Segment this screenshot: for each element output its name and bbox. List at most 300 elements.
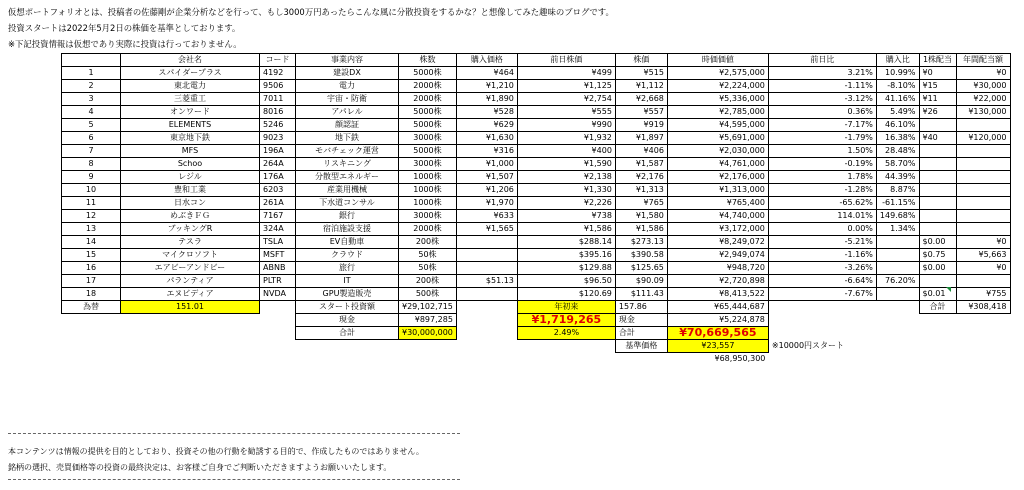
ytd-label: 年初来 bbox=[517, 301, 615, 314]
blank-cell bbox=[768, 301, 876, 314]
purchase-price: ¥1,565 bbox=[456, 223, 517, 236]
shares: 5000株 bbox=[399, 67, 457, 80]
row-number: 5 bbox=[62, 119, 121, 132]
price: ¥557 bbox=[615, 106, 667, 119]
business: 下水道コンサル bbox=[296, 197, 399, 210]
business: EV自動車 bbox=[296, 236, 399, 249]
header-shares: 株数 bbox=[399, 54, 457, 67]
business: リスキニング bbox=[296, 158, 399, 171]
table-row bbox=[62, 288, 1011, 301]
blank-cell bbox=[956, 314, 1010, 327]
market-value: ¥2,030,000 bbox=[667, 145, 768, 158]
annual-dividend bbox=[956, 223, 1010, 236]
blank-cell bbox=[768, 353, 876, 366]
purchase-change: 5.49% bbox=[876, 106, 919, 119]
shares: 5000株 bbox=[399, 119, 457, 132]
day-change: 0.00% bbox=[768, 223, 876, 236]
row-number: 12 bbox=[62, 210, 121, 223]
blank-cell bbox=[121, 327, 260, 340]
intro-line-3: ※下記投資情報は仮想であり実際に投資は行っておりません。 bbox=[8, 39, 242, 49]
purchase-change: 10.99% bbox=[876, 67, 919, 80]
company-name: 豊和工業 bbox=[121, 184, 260, 197]
day-change: -1.16% bbox=[768, 249, 876, 262]
business: IT bbox=[296, 275, 399, 288]
base-value: ¥23,557 bbox=[667, 340, 768, 353]
business: クラウド bbox=[296, 249, 399, 262]
price: ¥1,587 bbox=[615, 158, 667, 171]
blank-cell bbox=[121, 340, 260, 353]
blank-cell bbox=[919, 353, 956, 366]
shares: 2000株 bbox=[399, 223, 457, 236]
blank-cell bbox=[919, 340, 956, 353]
header-purchase-change: 購入比 bbox=[876, 54, 919, 67]
dividend-per-share: ¥11 bbox=[919, 93, 956, 106]
day-change: -1.11% bbox=[768, 80, 876, 93]
company-name: レジル bbox=[121, 171, 260, 184]
company-name: オンワード bbox=[121, 106, 260, 119]
business: GPU製造販売 bbox=[296, 288, 399, 301]
summary-row-3 bbox=[62, 327, 1011, 340]
day-change: 1.50% bbox=[768, 145, 876, 158]
dividend-per-share: ¥0 bbox=[919, 67, 956, 80]
sum-now: ¥70,669,565 bbox=[667, 327, 768, 340]
blank-cell bbox=[919, 327, 956, 340]
annual-dividend: ¥0 bbox=[956, 236, 1010, 249]
shares: 1000株 bbox=[399, 184, 457, 197]
price: ¥1,580 bbox=[615, 210, 667, 223]
business: 旅行 bbox=[296, 262, 399, 275]
shares: 1000株 bbox=[399, 171, 457, 184]
stock-code: ABNB bbox=[260, 262, 296, 275]
blank-cell bbox=[260, 327, 296, 340]
purchase-change: 8.87% bbox=[876, 184, 919, 197]
portfolio-table bbox=[61, 53, 1011, 365]
market-value: ¥765,400 bbox=[667, 197, 768, 210]
divider-top bbox=[8, 433, 460, 434]
market-value: ¥2,176,000 bbox=[667, 171, 768, 184]
summary-row-4 bbox=[62, 340, 1011, 353]
purchase-change: 58.70% bbox=[876, 158, 919, 171]
day-change: 0.36% bbox=[768, 106, 876, 119]
purchase-price: $51.13 bbox=[456, 275, 517, 288]
prev-price: ¥1,330 bbox=[517, 184, 615, 197]
table-row bbox=[62, 132, 1011, 145]
cash-start: ¥897,285 bbox=[399, 314, 457, 327]
stock-code: 7167 bbox=[260, 210, 296, 223]
summary-row-1 bbox=[62, 301, 1011, 314]
stock-code: 6203 bbox=[260, 184, 296, 197]
purchase-price bbox=[456, 249, 517, 262]
purchase-change bbox=[876, 249, 919, 262]
blank-cell bbox=[876, 314, 919, 327]
ytd-pct: 2.49% bbox=[517, 327, 615, 340]
business: 宿泊施設支援 bbox=[296, 223, 399, 236]
blank-cell bbox=[456, 353, 517, 366]
purchase-change: 76.20% bbox=[876, 275, 919, 288]
purchase-change: 1.34% bbox=[876, 223, 919, 236]
table-row bbox=[62, 262, 1011, 275]
day-change: -65.62% bbox=[768, 197, 876, 210]
blank-cell bbox=[919, 314, 956, 327]
blank-cell bbox=[296, 340, 399, 353]
blank-cell bbox=[517, 340, 615, 353]
blank-cell bbox=[456, 340, 517, 353]
dividend-per-share bbox=[919, 223, 956, 236]
stock-code: 5246 bbox=[260, 119, 296, 132]
price: $273.13 bbox=[615, 236, 667, 249]
dividend-per-share bbox=[919, 145, 956, 158]
purchase-price: ¥633 bbox=[456, 210, 517, 223]
blank-cell bbox=[260, 340, 296, 353]
purchase-price: ¥1,210 bbox=[456, 80, 517, 93]
prev-price: $120.69 bbox=[517, 288, 615, 301]
purchase-price: ¥1,970 bbox=[456, 197, 517, 210]
market-value: ¥2,720,898 bbox=[667, 275, 768, 288]
comment-marker-icon bbox=[946, 287, 951, 292]
prev-price: $395.16 bbox=[517, 249, 615, 262]
prev-price: ¥738 bbox=[517, 210, 615, 223]
blank-cell bbox=[62, 340, 121, 353]
blank-cell bbox=[956, 340, 1010, 353]
stock-code: NVDA bbox=[260, 288, 296, 301]
dividend-per-share: ¥40 bbox=[919, 132, 956, 145]
market-value: ¥5,336,000 bbox=[667, 93, 768, 106]
price: ¥515 bbox=[615, 67, 667, 80]
day-change: 1.78% bbox=[768, 171, 876, 184]
purchase-change: -61.15% bbox=[876, 197, 919, 210]
purchase-change: 41.16% bbox=[876, 93, 919, 106]
day-change: -1.28% bbox=[768, 184, 876, 197]
footer-line-2: 銘柄の選択、売買価格等の投資の最終決定は、お客様ご自身でご判断いただきますようお願いいたします。 bbox=[8, 463, 392, 472]
blank-cell bbox=[768, 314, 876, 327]
stock-code: 196A bbox=[260, 145, 296, 158]
blank-cell bbox=[615, 353, 667, 366]
prev-price: ¥2,226 bbox=[517, 197, 615, 210]
total-label: 合計 bbox=[919, 301, 956, 314]
annual-dividend: ¥30,000 bbox=[956, 80, 1010, 93]
blank-cell bbox=[62, 327, 121, 340]
prev-price: $288.14 bbox=[517, 236, 615, 249]
blank-cell bbox=[456, 327, 517, 340]
purchase-change bbox=[876, 262, 919, 275]
stock-code: 7011 bbox=[260, 93, 296, 106]
shares: 500株 bbox=[399, 288, 457, 301]
row-number: 9 bbox=[62, 171, 121, 184]
header-code: コード bbox=[260, 54, 296, 67]
table-row bbox=[62, 249, 1011, 262]
blank-cell bbox=[260, 353, 296, 366]
prev-price: ¥2,138 bbox=[517, 171, 615, 184]
row-number: 17 bbox=[62, 275, 121, 288]
market-value: ¥2,575,000 bbox=[667, 67, 768, 80]
price: $90.09 bbox=[615, 275, 667, 288]
base-label: 基準価格 bbox=[615, 340, 667, 353]
extra-value: ¥68,950,300 bbox=[714, 354, 766, 363]
blank-cell bbox=[456, 314, 517, 327]
prev-price: ¥400 bbox=[517, 145, 615, 158]
prev-price: ¥1,590 bbox=[517, 158, 615, 171]
prev-price: $129.88 bbox=[517, 262, 615, 275]
blank-cell bbox=[260, 314, 296, 327]
row-number: 3 bbox=[62, 93, 121, 106]
sum-start: ¥30,000,000 bbox=[399, 327, 457, 340]
row-number: 11 bbox=[62, 197, 121, 210]
annual-dividend: ¥0 bbox=[956, 67, 1010, 80]
company-name: スパイダープラス bbox=[121, 67, 260, 80]
business: 電力 bbox=[296, 80, 399, 93]
market-value: ¥2,949,074 bbox=[667, 249, 768, 262]
start-label: スタート投資額 bbox=[296, 301, 399, 314]
shares: 50株 bbox=[399, 262, 457, 275]
purchase-price: ¥1,890 bbox=[456, 93, 517, 106]
blank-cell bbox=[876, 353, 919, 366]
dividend-total: ¥308,418 bbox=[956, 301, 1010, 314]
business: 産業用機械 bbox=[296, 184, 399, 197]
dividend-per-share bbox=[919, 171, 956, 184]
table-row bbox=[62, 184, 1011, 197]
table-row bbox=[62, 93, 1011, 106]
shares: 2000株 bbox=[399, 93, 457, 106]
price: ¥1,313 bbox=[615, 184, 667, 197]
market-value: ¥4,595,000 bbox=[667, 119, 768, 132]
business: 宇宙・防衛 bbox=[296, 93, 399, 106]
annual-dividend bbox=[956, 158, 1010, 171]
annual-dividend: ¥5,663 bbox=[956, 249, 1010, 262]
blank-cell bbox=[260, 301, 296, 314]
prev-price: ¥555 bbox=[517, 106, 615, 119]
annual-dividend bbox=[956, 197, 1010, 210]
market-value: ¥8,249,072 bbox=[667, 236, 768, 249]
day-change: -5.21% bbox=[768, 236, 876, 249]
stock-code: 176A bbox=[260, 171, 296, 184]
dividend-per-share bbox=[919, 275, 956, 288]
annual-dividend: ¥120,000 bbox=[956, 132, 1010, 145]
table-row bbox=[62, 145, 1011, 158]
annual-dividend bbox=[956, 210, 1010, 223]
price: ¥2,176 bbox=[615, 171, 667, 184]
row-number: 13 bbox=[62, 223, 121, 236]
market-value: ¥8,413,522 bbox=[667, 288, 768, 301]
stock-code: 261A bbox=[260, 197, 296, 210]
company-name: テスラ bbox=[121, 236, 260, 249]
shares: 3000株 bbox=[399, 158, 457, 171]
price: ¥1,112 bbox=[615, 80, 667, 93]
prev-price: $96.50 bbox=[517, 275, 615, 288]
company-name: めぶきＦＧ bbox=[121, 210, 260, 223]
blank-cell bbox=[956, 353, 1010, 366]
purchase-price: ¥464 bbox=[456, 67, 517, 80]
header-dividend-per-share: 1株配当 bbox=[919, 54, 956, 67]
shares: 5000株 bbox=[399, 106, 457, 119]
row-number: 15 bbox=[62, 249, 121, 262]
market-total: ¥65,444,687 bbox=[667, 301, 768, 314]
price: ¥919 bbox=[615, 119, 667, 132]
blank-cell bbox=[876, 340, 919, 353]
row-number: 14 bbox=[62, 236, 121, 249]
blank-cell bbox=[399, 340, 457, 353]
company-name: ELEMENTS bbox=[121, 119, 260, 132]
row-number: 2 bbox=[62, 80, 121, 93]
annual-dividend: ¥0 bbox=[956, 262, 1010, 275]
shares: 3000株 bbox=[399, 210, 457, 223]
price: ¥1,897 bbox=[615, 132, 667, 145]
blank-cell bbox=[517, 353, 615, 366]
row-number: 18 bbox=[62, 288, 121, 301]
table-row bbox=[62, 236, 1011, 249]
day-change: -1.79% bbox=[768, 132, 876, 145]
market-value: ¥2,785,000 bbox=[667, 106, 768, 119]
company-name: 東北電力 bbox=[121, 80, 260, 93]
cash-now: ¥5,224,878 bbox=[667, 314, 768, 327]
divider-bottom bbox=[8, 479, 460, 480]
purchase-price: ¥629 bbox=[456, 119, 517, 132]
company-name: 東京地下鉄 bbox=[121, 132, 260, 145]
row-number: 6 bbox=[62, 132, 121, 145]
purchase-price bbox=[456, 236, 517, 249]
shares: 50株 bbox=[399, 249, 457, 262]
annual-dividend: ¥22,000 bbox=[956, 93, 1010, 106]
row-number: 4 bbox=[62, 106, 121, 119]
stock-code: 4192 bbox=[260, 67, 296, 80]
header-day-change: 前日比 bbox=[768, 54, 876, 67]
price: $390.58 bbox=[615, 249, 667, 262]
blank-cell bbox=[121, 353, 260, 366]
sum-label-now: 合計 bbox=[615, 327, 667, 340]
header-row bbox=[62, 54, 1011, 67]
row-number: 7 bbox=[62, 145, 121, 158]
dividend-per-share: $0.75 bbox=[919, 249, 956, 262]
purchase-change: 44.39% bbox=[876, 171, 919, 184]
purchase-change: 149.68% bbox=[876, 210, 919, 223]
dividend-per-share bbox=[919, 184, 956, 197]
table-row bbox=[62, 210, 1011, 223]
base-note: ※10000円スタート bbox=[771, 341, 845, 350]
business: アパレル bbox=[296, 106, 399, 119]
business: モバチェック運営 bbox=[296, 145, 399, 158]
stock-code: 9023 bbox=[260, 132, 296, 145]
shares: 5000株 bbox=[399, 145, 457, 158]
market-value: ¥4,761,000 bbox=[667, 158, 768, 171]
stock-code: 264A bbox=[260, 158, 296, 171]
table-row bbox=[62, 171, 1011, 184]
price: ¥2,668 bbox=[615, 93, 667, 106]
business: 顔認証 bbox=[296, 119, 399, 132]
start-value: ¥29,102,715 bbox=[399, 301, 457, 314]
annual-dividend bbox=[956, 275, 1010, 288]
shares: 1000株 bbox=[399, 197, 457, 210]
purchase-change: -8.10% bbox=[876, 80, 919, 93]
business: 地下鉄 bbox=[296, 132, 399, 145]
price: ¥1,586 bbox=[615, 223, 667, 236]
sum-label: 合計 bbox=[296, 327, 399, 340]
company-name: MFS bbox=[121, 145, 260, 158]
table-row bbox=[62, 67, 1011, 80]
header-cell bbox=[62, 54, 121, 67]
footer-line-1: 本コンテンツは情報の提供を目的としており、投資その他の行動を勧誘する目的で、作成したものではありません。 bbox=[8, 447, 424, 456]
stock-code: 9506 bbox=[260, 80, 296, 93]
cash-label-now: 現金 bbox=[615, 314, 667, 327]
dividend-per-share: $0.00 bbox=[919, 262, 956, 275]
day-change: -0.19% bbox=[768, 158, 876, 171]
company-name: パランティア bbox=[121, 275, 260, 288]
dividend-per-share: ¥26 bbox=[919, 106, 956, 119]
blank-cell bbox=[956, 327, 1010, 340]
purchase-price: ¥316 bbox=[456, 145, 517, 158]
company-name: ブッキングR bbox=[121, 223, 260, 236]
market-value: ¥3,172,000 bbox=[667, 223, 768, 236]
table-row bbox=[62, 80, 1011, 93]
purchase-price: ¥1,507 bbox=[456, 171, 517, 184]
header-prev-price: 前日株価 bbox=[517, 54, 615, 67]
ytd-gain: ¥1,719,265 bbox=[517, 314, 615, 327]
day-change: -3.26% bbox=[768, 262, 876, 275]
day-change: 3.21% bbox=[768, 67, 876, 80]
table-row bbox=[62, 106, 1011, 119]
purchase-change: 46.10% bbox=[876, 119, 919, 132]
dividend-per-share bbox=[919, 210, 956, 223]
dividend-per-share bbox=[919, 158, 956, 171]
market-value: ¥948,720 bbox=[667, 262, 768, 275]
purchase-change: 28.48% bbox=[876, 145, 919, 158]
company-name: エアビーアンドビー bbox=[121, 262, 260, 275]
header-business: 事業内容 bbox=[296, 54, 399, 67]
company-name: 三菱重工 bbox=[121, 93, 260, 106]
cash-label: 現金 bbox=[296, 314, 399, 327]
table-row bbox=[62, 119, 1011, 132]
prev-price: ¥1,586 bbox=[517, 223, 615, 236]
header-price: 株価 bbox=[615, 54, 667, 67]
fx-label: 為替 bbox=[62, 301, 121, 314]
dividend-per-share bbox=[919, 197, 956, 210]
prev-price: ¥990 bbox=[517, 119, 615, 132]
market-value: ¥2,224,000 bbox=[667, 80, 768, 93]
company-name: マイクロソフト bbox=[121, 249, 260, 262]
day-change: -7.67% bbox=[768, 288, 876, 301]
shares: 200株 bbox=[399, 236, 457, 249]
header-company: 会社名 bbox=[121, 54, 260, 67]
company-name: エヌビディア bbox=[121, 288, 260, 301]
annual-dividend: ¥130,000 bbox=[956, 106, 1010, 119]
purchase-price: ¥1,206 bbox=[456, 184, 517, 197]
prev-price: ¥2,754 bbox=[517, 93, 615, 106]
prev-price: ¥499 bbox=[517, 67, 615, 80]
stock-code: 8016 bbox=[260, 106, 296, 119]
blank-cell bbox=[296, 353, 399, 366]
market-value: ¥5,691,000 bbox=[667, 132, 768, 145]
row-number: 8 bbox=[62, 158, 121, 171]
business: 分散型エネルギー bbox=[296, 171, 399, 184]
header-purchase-price: 購入価格 bbox=[456, 54, 517, 67]
purchase-change bbox=[876, 236, 919, 249]
blank-cell bbox=[121, 314, 260, 327]
header-market-value: 時価価値 bbox=[667, 54, 768, 67]
market-value: ¥4,740,000 bbox=[667, 210, 768, 223]
price: $111.43 bbox=[615, 288, 667, 301]
blank-cell bbox=[876, 301, 919, 314]
purchase-change: 16.38% bbox=[876, 132, 919, 145]
purchase-price bbox=[456, 262, 517, 275]
table-row bbox=[62, 275, 1011, 288]
shares: 3000株 bbox=[399, 132, 457, 145]
business: 建設DX bbox=[296, 67, 399, 80]
stock-code: TSLA bbox=[260, 236, 296, 249]
dividend-per-share bbox=[919, 119, 956, 132]
purchase-price: ¥1,630 bbox=[456, 132, 517, 145]
annual-dividend bbox=[956, 184, 1010, 197]
fx-value: 151.01 bbox=[121, 301, 260, 314]
header-annual-dividend: 年間配当額 bbox=[956, 54, 1010, 67]
dividend-per-share: $0.00 bbox=[919, 236, 956, 249]
